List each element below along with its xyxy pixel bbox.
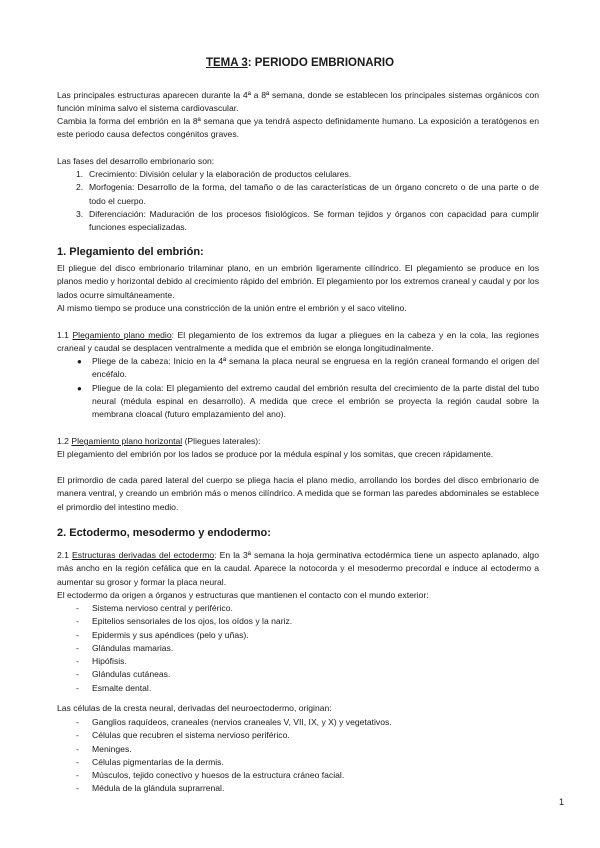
list-item: - Músculos, tejido conectivo y huesos de la estructura cráneo facial. [76,770,345,781]
list-item: 3. Diferenciación: Maduración de los procesos fisiológicos. Se forman tejidos y órganos con capacidad para cumplir funciones especializadas. [76,208,539,233]
title-topic-name: : PERIODO EMBRIONARIO [247,57,395,69]
phases-list [57,168,539,234]
subsection-1-1-title: Plegamiento plano medio [72,330,172,340]
subsection-1-1-bullets [57,355,539,421]
bullet-icon: ● [77,383,82,393]
phases-lead: Las fases del desarrollo embrionario son: [57,156,215,166]
list-item: - Epidermis y sus apéndices (pelo y uñas). [76,629,249,640]
title-topic-number: TEMA 3 [205,57,248,69]
list-item: - Médula de la glándula suprarrenal. [76,783,225,794]
subsection-1-2-title: Plegamiento plano horizontal [71,436,183,446]
subsection-1-2: 1.2 Plegamiento plano horizontal (Pliegues laterales): [57,436,261,446]
ectoderm-lead: El ectodermo da origen a órganos y estructuras que mantienen el contacto con el mundo exterior: [57,590,429,600]
subsection-1-2-paragraph-1: El plegamiento del embrión por los lados se produce por la médula espinal y los somitas, que crecen rápidamente. [57,449,494,459]
ectoderm-derivatives-list [57,602,539,695]
list-item: ● Pliegue de la cola: El plegamiento del extremo caudal del embrión resulta del crecimiento de la parte distal del tubo neural (médula espinal en desarrollo). A medida que crece el embrión se proyecta la región caudal sobre la membrana cloacal (futuro emplazamiento del ano). [77,382,539,420]
section-1-paragraph-2: Al mismo tiempo se produce una constricción de la unión entre el embrión y el saco vitelino. [57,303,407,313]
subsection-2-1-title: Estructuras derivadas del ectodermo [72,550,215,560]
list-item: - Células que recubren el sistema nervioso periférico. [76,730,290,741]
neural-crest-lead: Las células de la cresta neural, derivadas del neuroectodermo, originan: [57,703,332,713]
section-1-heading: 1. Plegamiento del embrión: [57,246,204,258]
list-item: - Glándulas cutáneas. [76,669,171,680]
list-item: - Sistema nervioso central y periférico. [76,603,233,613]
neural-crest-derivatives-list [57,716,539,796]
section-1-paragraph-1: El pliegue del disco embrionario trilaminar plano, en un embrión ligeramente cilíndrico. El plegamiento se produce en los planos medio y horizontal debido al crecimiento rápido del embrión. El plegamiento por los extremos craneal y caudal y por los lados ocurre simultáneamente. [57,263,539,300]
intro-paragraph-1: Las principales estructuras aparecen durante la 4ª a 8ª semana, donde se establecen los principales sistemas orgánicos con función mínima salvo el sistema cardiovascular. [57,90,539,114]
list-item: - Hipófisis. [76,656,127,667]
list-item: ● Pliege de la cabeza: Inicio en la 4ª semana la placa neural se engruesa en la región craneal formando el origen del encéfalo. [77,356,539,380]
list-item: 2. Morfogenia: Desarrollo de la forma, del tamaño o de las características de un órgano concreto o de una parte o de todo el cuerpo. [76,182,539,206]
subsection-1-2-paragraph-2: El primordio de cada pared lateral del cuerpo se pliega hacia el plano medio, arrollando los bordes del disco embrionario de manera ventral, y creando un embrión más o menos cilíndrico. A medida que se forman las paredes abdominales se establece el primordio del intestino medio. [57,475,539,512]
list-item: - Ganglios raquídeos, craneales (nervios craneales V, VII, IX, y X) y vegetativos. [76,717,392,727]
page-number: 1 [559,797,565,807]
intro-paragraph-2: Cambia la forma del embrión en la 8ª semana que ya tendrá aspecto definidamente humano. La exposición a teratógenos en este periodo causa defectos congénitos graves. [57,116,539,140]
list-item: - Glándulas mamarias. [76,642,174,653]
list-item: 1. Crecimiento: División celular y la elaboración de productos celulares. [76,169,352,179]
list-item: - Meninges. [76,743,132,754]
list-item: - Células pigmentarias de la dermis. [76,756,224,767]
section-2-heading: 2. Ectodermo, mesodermo y endodermo: [57,527,271,539]
bullet-icon: ● [77,357,82,366]
page-title [0,57,600,69]
list-item: - Epitelios sensoriales de los ojos, los oídos y la nariz. [76,616,293,627]
list-item: - Esmalte dental. [76,682,152,693]
subsection-1-1: 1.1 Plegamiento plano medio: El plegamiento de los extremos da lugar a pliegues en la cabeza y en la cola, las regiones craneal y caudal se desplacen ventralmente a medida que el embrión se elonga longitudinalmente. [57,330,540,354]
subsection-2-1: 2.1 Estructuras derivadas del ectodermo: En la 3ª semana la hoja germinativa ectodérmica tiene un aspecto aplanado, algo más ancho en la región cefálica que en la caudal. Aparece la notocorda y el mesodermo precordal e induce al ectodermo a aumentar su grosor y formar la placa neural. [57,550,539,587]
